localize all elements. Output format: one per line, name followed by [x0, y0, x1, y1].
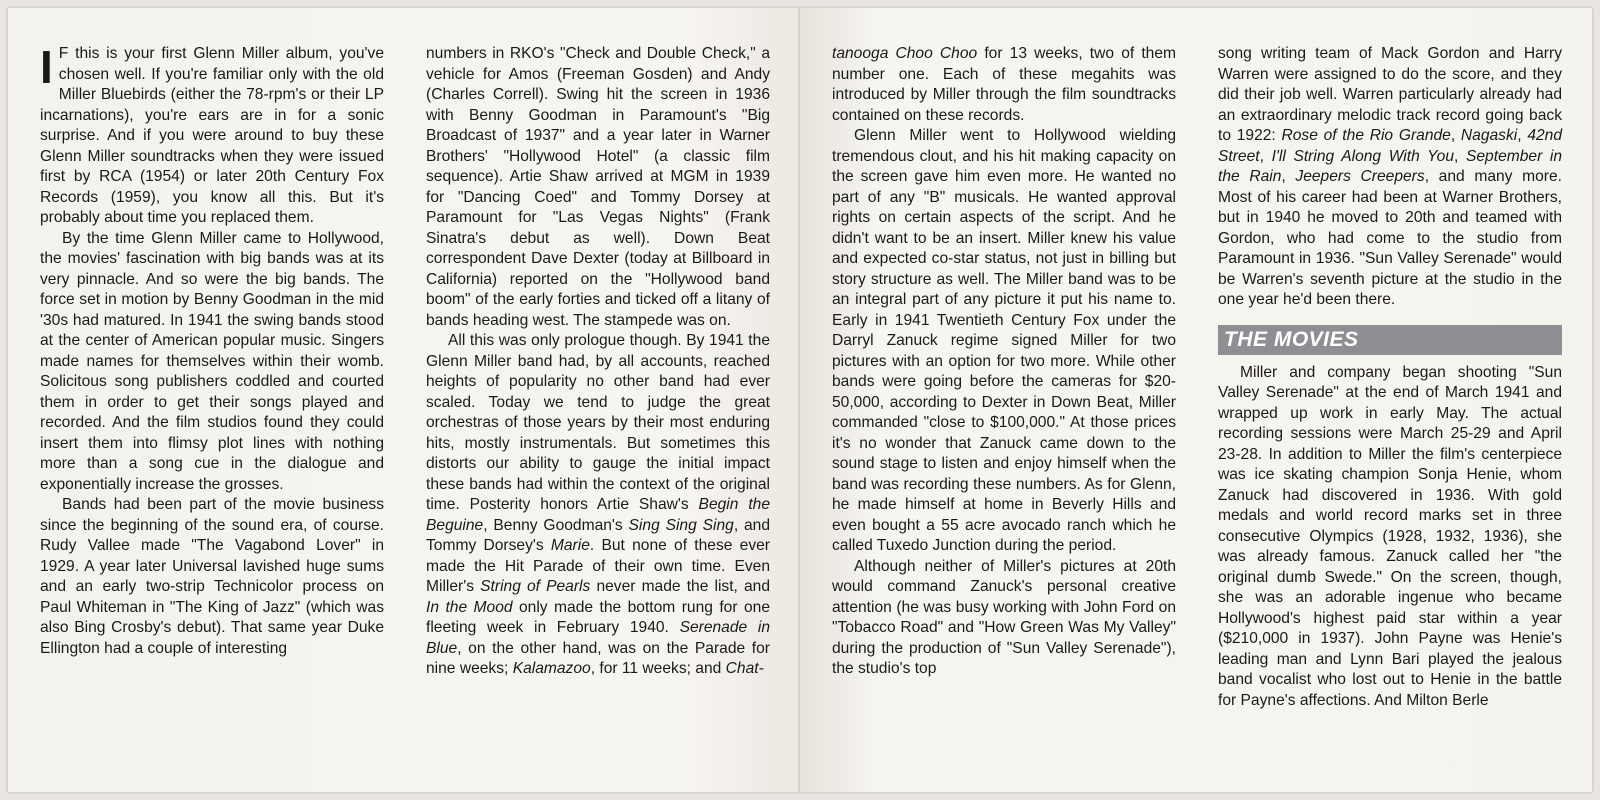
song-title: Rose of the Rio Grande [1281, 127, 1451, 144]
song-title: In the Mood [426, 598, 513, 616]
song-title: Begin the Beguine [426, 496, 770, 534]
text-run: , [1454, 147, 1466, 165]
column-2 [426, 44, 770, 680]
song-title: Sing Sing Sing [628, 516, 734, 534]
drop-cap: I [40, 41, 53, 93]
text-run: , Benny Goodman's [483, 516, 629, 534]
text-run: never made the list, and [590, 578, 771, 595]
column-1 [40, 41, 384, 659]
paragraph: Although neither of Miller's pictures at 20th would command Zanuck's personal creative attention (he was busy working with John Ford on "Tobacco Road" and "How Green Was My Valley" during the production of "Sun Valley Serenade"), the studio's top [832, 557, 1176, 677]
song-title: I'll String Along With You [1271, 147, 1455, 165]
song-title: Jeepers Creepers [1295, 168, 1425, 185]
song-title: Marie [550, 537, 590, 554]
song-title: tanooga Choo Choo [832, 45, 978, 62]
paragraph: Miller and company began shooting "Sun Valley Serenade" at the end of March 1941 and wrapped up work in early May. The actual recording sessions were March 25-29 and April 23-28. In addition to Miller the film's centerpiece was ice skating champion Sonja Henie, whom Zanuck had discovered in 1936. With gold medals and world record marks set in three consecutive Olympics (1928, 1932, 1936), she was already famous. Zanuck called her "the original dumb Swede." On the screen, though, she was an adorable ingenue who became Hollywood's highest paid star within a year ($210,000 in 1937). John Payne was Henie's leading man and Lynn Bari played the jealous band vocalist who lost out to Henie in the battle for Payne's affections. And Milton Berle [1218, 363, 1562, 709]
text-run: , [1450, 127, 1461, 144]
text-run: , [1259, 147, 1272, 165]
text-run: . But none of these ever made the Hit Parade of their own time. Even Miller's [426, 537, 770, 595]
paragraph-text: F this is your first Glenn Miller album, you've chosen well. If you're familiar only with the old Miller Bluebirds (either the 78-rpm's or their LP incarnations), you're ears are in for a sonic surprise. And if you were around to buy these Glenn Miller soundtracks when they were issued first by RCA (1954) or later 20th Century Fox Records (1959), you know all this. But it's probably about time you replaced them. [40, 45, 384, 226]
paragraph: Glenn Miller went to Hollywood wielding tremendous clout, and his hit making capacity on the screen gave him even more. He wanted no part of any "B" musicals. He wanted approval rights on certain aspects of the script. And he didn't want to be an insert. Miller knew his value and expected co-star status, not just in billing but story structure as well. The Miller band was to be an integral part of any picture it put his name to. Early in 1941 Twentieth Century Fox under the Darryl Zanuck regime signed Miller for two pictures with an option for two more. While other bands were going before the cameras for $20-50,000, according to Dexter in Down Beat, Miller commanded "close to $100,000." At those prices it's no wonder that Zanuck came down to the sound stage to listen and enjoy himself when the band was recording these numbers. As for Glenn, he made himself at home in Beverly Hills and even bought a 55 acre avocado ranch which he called Tuxedo Junction during the period. [832, 127, 1176, 554]
paragraph [426, 331, 770, 680]
text-run: , and many more. Most of his career had been at Warner Brothers, but in 1940 he moved to 20th and teamed with Gordon, who had come to the studio from Paramount in 1936. "Sun Valley Serenade" would be Warren's seventh picture at the studio in the one year he'd been there. [1218, 168, 1562, 308]
text-run: , [1517, 127, 1528, 144]
left-page [8, 8, 800, 792]
text-run: for 13 weeks, two of them number one. Each of these megahits was introduced by Miller through the film soundtracks contained on these records. [832, 45, 1177, 124]
song-title: String of Pearls [480, 578, 591, 595]
paragraph [1218, 44, 1562, 311]
text-run: , on the other hand, was on the Parade for nine weeks; [426, 639, 770, 677]
text-run: , for 11 weeks; and [590, 660, 726, 677]
right-page [800, 8, 1592, 792]
paragraph [40, 41, 384, 229]
text-run: All this was only prologue though. By 1941 the Glenn Miller band had, by all accounts, reached heights of popularity no other band had ever scaled. Today we tend to judge the great orchestras of those years by their most enduring hits, mostly instrumentals. But sometimes this distorts our ability to gauge the initial impact these bands had within the context of the original time. Posterity honors Artie Shaw's [426, 332, 770, 513]
text-run: only made the bottom rung for one fleeting week in February 1940. [426, 598, 770, 636]
text-run: , and Tommy Dorsey's [426, 516, 771, 554]
booklet-spread [8, 8, 1592, 792]
text-run: , [1281, 168, 1296, 185]
song-title: Kalamazoo [512, 660, 591, 677]
song-title: Nagaski [1460, 127, 1518, 144]
song-title: September in the Rain [1218, 147, 1563, 185]
section-heading: THE MOVIES [1218, 325, 1562, 355]
song-title: Serenade in Blue [426, 619, 770, 657]
paragraph: Bands had been part of the movie business since the beginning of the sound era, of course. Rudy Vallee made "The Vagabond Lover" in 1929. A year later Universal lavished huge sums and an early two-strip Technicolor process on Paul Whiteman in "The King of Jazz" (which was also Bing Crosby's debut). That same year Duke Ellington had a couple of interesting [40, 496, 384, 657]
text-run: song writing team of Mack Gordon and Harry Warren were assigned to do the score, and they did their job well. Warren particularly already had an extraordinary melodic track record going back to 1922: [1218, 45, 1562, 144]
paragraph: By the time Glenn Miller came to Hollywood, the movies' fascination with big bands was at its very pinnacle. And so were the big bands. The force set in motion by Benny Goodman in the mid '30s had matured. In 1941 the swing bands stood at the center of American popular music. Singers made names for themselves within their womb. Solicitous song publishers coddled and courted them in order to get their songs played and recorded. And the film studios found they could insert them into flimsy plot lines with nothing more than a song cue in the dialogue and exponentially increase the grosses. [40, 229, 384, 493]
song-title: 42nd Street [1218, 127, 1563, 165]
column-4 [1218, 44, 1562, 711]
paragraph: numbers in RKO's "Check and Double Check," a vehicle for Amos (Freeman Gosden) and Andy (Charles Correll). Swing hit the screen in 1936 with Benny Goodman in Paramount's "Big Broadcast of 1937" and a year later in Warner Brothers' "Hollywood Hotel" (a classic film sequence). Artie Shaw arrived at MGM in 1939 for "Dancing Coed" and Tommy Dorsey at Paramount for "Las Vegas Nights" (Frank Sinatra's debut as well). Down Beat correspondent Dave Dexter (today at Billboard in California) reported on the "Hollywood band boom" of the early forties and ticked off a litany of bands heading west. The stampede was on. [426, 45, 770, 329]
paragraph [832, 44, 1176, 126]
column-3 [832, 44, 1176, 680]
song-title: Chat- [725, 660, 764, 677]
